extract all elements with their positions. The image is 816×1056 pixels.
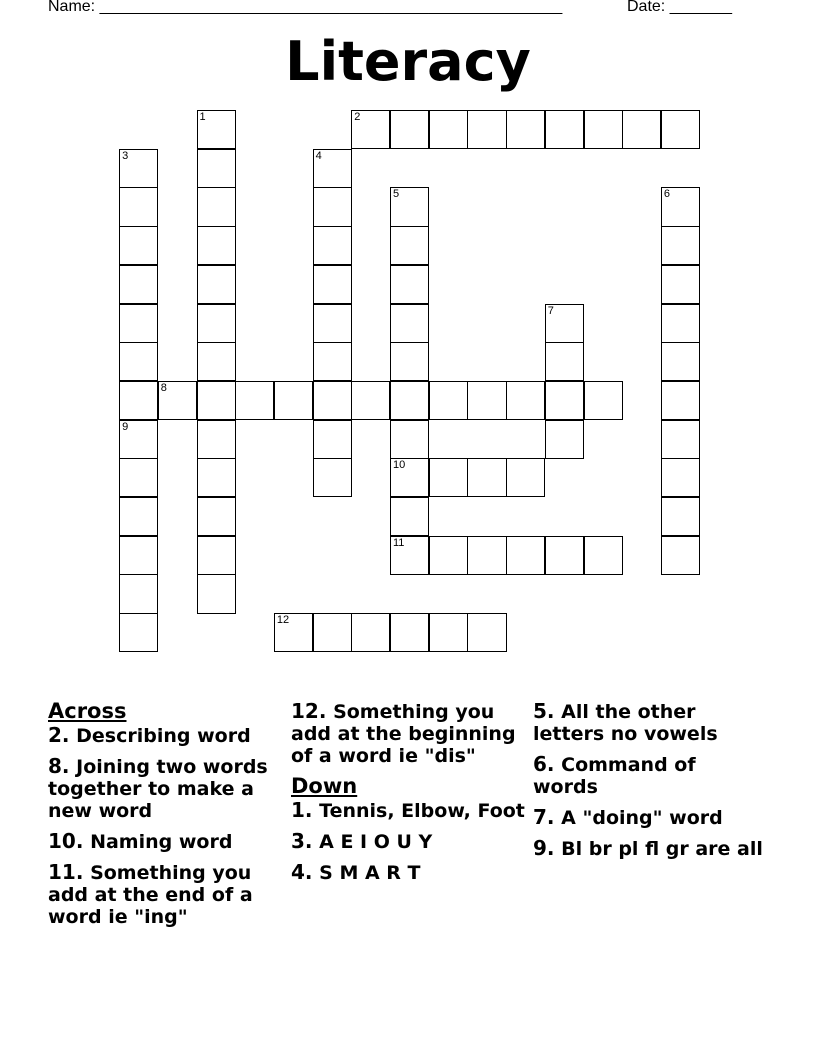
clue-text: Describing word xyxy=(76,725,251,747)
clue-text: Command of words xyxy=(533,754,696,798)
clues-column-2 xyxy=(291,700,526,892)
clue-number: 6. xyxy=(533,752,555,776)
grid-cell[interactable] xyxy=(390,265,429,304)
grid-clue-number: 3 xyxy=(122,149,129,162)
grid-cell[interactable] xyxy=(274,613,313,652)
grid-clue-number: 6 xyxy=(663,188,671,201)
down-clue-9 xyxy=(533,837,763,860)
grid-cell[interactable] xyxy=(351,381,390,420)
grid-cell[interactable] xyxy=(429,613,468,652)
down-clue-1 xyxy=(291,799,526,822)
grid-cell[interactable] xyxy=(313,304,352,343)
grid-cell[interactable] xyxy=(584,110,623,149)
clue-text: Tennis, Elbow, Foot xyxy=(319,800,525,822)
grid-cell[interactable] xyxy=(119,342,158,381)
grid-clue-number: 10 xyxy=(393,459,406,472)
grid-cell[interactable] xyxy=(584,536,623,575)
grid-cell[interactable] xyxy=(119,497,158,536)
grid-cell[interactable] xyxy=(119,381,158,420)
clue-text: Naming word xyxy=(90,831,233,853)
clue-number: 1. xyxy=(291,798,313,822)
clue-number: 7. xyxy=(533,805,555,829)
grid-cell[interactable] xyxy=(119,304,158,343)
grid-cell[interactable] xyxy=(197,226,236,265)
grid-cell[interactable] xyxy=(119,187,158,226)
grid-clue-number: 2 xyxy=(354,111,361,123)
down-clue-6 xyxy=(533,753,763,798)
grid-cell[interactable] xyxy=(584,381,623,420)
grid-cell[interactable] xyxy=(197,536,236,575)
across-clue-2 xyxy=(48,724,283,747)
down-heading: Down xyxy=(291,774,358,798)
grid-cell[interactable] xyxy=(119,265,158,304)
clue-text: All the other letters no vowels xyxy=(533,701,718,745)
grid-clue-number: 5 xyxy=(393,188,400,201)
grid-cell[interactable] xyxy=(313,265,352,304)
clue-text: Joining two words together to make a new word xyxy=(48,756,268,822)
clue-text: Bl br pl fl gr are all xyxy=(561,838,763,860)
grid-cell[interactable] xyxy=(390,613,429,652)
grid-cell[interactable] xyxy=(197,187,236,226)
grid-cell[interactable] xyxy=(390,497,429,536)
clue-text: A "doing" word xyxy=(561,807,723,829)
name-field[interactable]: Name: ____________________________________________________ xyxy=(48,0,563,15)
grid-cell[interactable] xyxy=(197,149,236,188)
grid-cell[interactable] xyxy=(661,187,700,226)
grid-cell[interactable] xyxy=(158,381,197,420)
grid-cell[interactable] xyxy=(661,342,700,381)
clue-text: A E I O U Y xyxy=(319,831,433,853)
across-heading: Across xyxy=(48,699,127,723)
grid-cell[interactable] xyxy=(274,381,313,420)
across-clue-11 xyxy=(48,861,283,928)
grid-cell[interactable] xyxy=(390,458,429,497)
across-clue-10 xyxy=(48,830,283,853)
grid-clue-number: 1 xyxy=(199,111,206,123)
clue-number: 12. xyxy=(291,699,327,723)
grid-cell[interactable] xyxy=(545,110,584,149)
page-title: Literacy xyxy=(285,30,531,93)
grid-cell[interactable] xyxy=(506,458,545,497)
grid-cell[interactable] xyxy=(313,187,352,226)
grid-cell[interactable] xyxy=(622,110,661,149)
clue-number: 10. xyxy=(48,829,84,853)
grid-cell[interactable] xyxy=(197,381,236,420)
grid-cell[interactable] xyxy=(351,110,390,149)
grid-cell[interactable] xyxy=(661,536,700,575)
grid-cell[interactable] xyxy=(351,613,390,652)
grid-cell[interactable] xyxy=(119,574,158,613)
grid-cell[interactable] xyxy=(390,536,429,575)
grid-cell[interactable] xyxy=(545,342,584,381)
grid-cell[interactable] xyxy=(545,536,584,575)
grid-cell[interactable] xyxy=(119,458,158,497)
grid-cell[interactable] xyxy=(506,536,545,575)
grid-cell[interactable] xyxy=(313,149,352,188)
grid-cell[interactable] xyxy=(661,226,700,265)
grid-clue-number: 11 xyxy=(393,536,405,549)
grid-cell[interactable] xyxy=(235,381,274,420)
across-clue-8 xyxy=(48,755,283,822)
grid-cell[interactable] xyxy=(390,226,429,265)
grid-cell[interactable] xyxy=(661,304,700,343)
grid-clue-number: 8 xyxy=(160,381,167,394)
grid-cell[interactable] xyxy=(390,304,429,343)
grid-cell[interactable] xyxy=(119,149,158,188)
clue-number: 8. xyxy=(48,754,70,778)
grid-cell[interactable] xyxy=(545,304,584,343)
clue-number: 11. xyxy=(48,860,84,884)
grid-cell[interactable] xyxy=(197,342,236,381)
clue-number: 4. xyxy=(291,860,313,884)
grid-cell[interactable] xyxy=(197,574,236,613)
grid-cell[interactable] xyxy=(467,110,506,149)
grid-cell[interactable] xyxy=(545,420,584,459)
grid-cell[interactable] xyxy=(313,420,352,459)
grid-cell[interactable] xyxy=(467,381,506,420)
clues-column-3 xyxy=(533,700,763,868)
grid-cell[interactable] xyxy=(390,420,429,459)
grid-cell[interactable] xyxy=(545,381,584,420)
grid-cell[interactable] xyxy=(429,536,468,575)
grid-cell[interactable] xyxy=(390,110,429,149)
grid-cell[interactable] xyxy=(661,497,700,536)
grid-cell[interactable] xyxy=(390,342,429,381)
grid-clue-number: 7 xyxy=(547,304,554,317)
clue-number: 3. xyxy=(291,829,313,853)
grid-cell[interactable] xyxy=(313,342,352,381)
clue-number: 2. xyxy=(48,723,70,747)
grid-cell[interactable] xyxy=(313,381,352,420)
down-clue-4 xyxy=(291,861,526,884)
down-clue-3 xyxy=(291,830,526,853)
grid-cell[interactable] xyxy=(119,536,158,575)
clue-text: Something you add at the end of a word ie "ing" xyxy=(48,862,253,928)
down-clue-7 xyxy=(533,806,763,829)
grid-cell[interactable] xyxy=(467,536,506,575)
grid-cell[interactable] xyxy=(506,381,545,420)
grid-cell[interactable] xyxy=(390,381,429,420)
grid-cell[interactable] xyxy=(661,265,700,304)
grid-cell[interactable] xyxy=(197,458,236,497)
grid-cell[interactable] xyxy=(313,613,352,652)
clues-column-1 xyxy=(48,700,283,936)
grid-cell[interactable] xyxy=(467,458,506,497)
grid-clue-number: 12 xyxy=(276,614,290,627)
date-field[interactable]: Date: _______ xyxy=(627,0,732,15)
grid-cell[interactable] xyxy=(429,110,468,149)
clue-text: Something you add at the beginning of a word ie "dis" xyxy=(291,701,516,767)
grid-cell[interactable] xyxy=(119,226,158,265)
clue-number: 9. xyxy=(533,836,555,860)
grid-cell[interactable] xyxy=(429,381,468,420)
grid-cell[interactable] xyxy=(506,110,545,149)
grid-cell[interactable] xyxy=(661,420,700,459)
across-clue-12 xyxy=(291,700,526,767)
grid-clue-number: 9 xyxy=(122,420,129,433)
grid-cell[interactable] xyxy=(313,226,352,265)
grid-cell[interactable] xyxy=(313,458,352,497)
grid-cell[interactable] xyxy=(119,613,158,652)
grid-cell[interactable] xyxy=(197,265,236,304)
grid-cell[interactable] xyxy=(467,613,506,652)
grid-cell[interactable] xyxy=(197,497,236,536)
grid-cell[interactable] xyxy=(197,110,236,149)
grid-clue-number: 4 xyxy=(315,149,322,162)
grid-cell[interactable] xyxy=(197,304,236,343)
grid-cell[interactable] xyxy=(661,110,700,149)
grid-cell[interactable] xyxy=(197,420,236,459)
grid-cell[interactable] xyxy=(661,381,700,420)
grid-cell[interactable] xyxy=(661,458,700,497)
grid-cell[interactable] xyxy=(390,187,429,226)
clue-number: 5. xyxy=(533,699,555,723)
down-clue-5 xyxy=(533,700,763,745)
clue-text: S M A R T xyxy=(319,862,421,884)
grid-cell[interactable] xyxy=(119,420,158,459)
grid-cell[interactable] xyxy=(429,458,468,497)
